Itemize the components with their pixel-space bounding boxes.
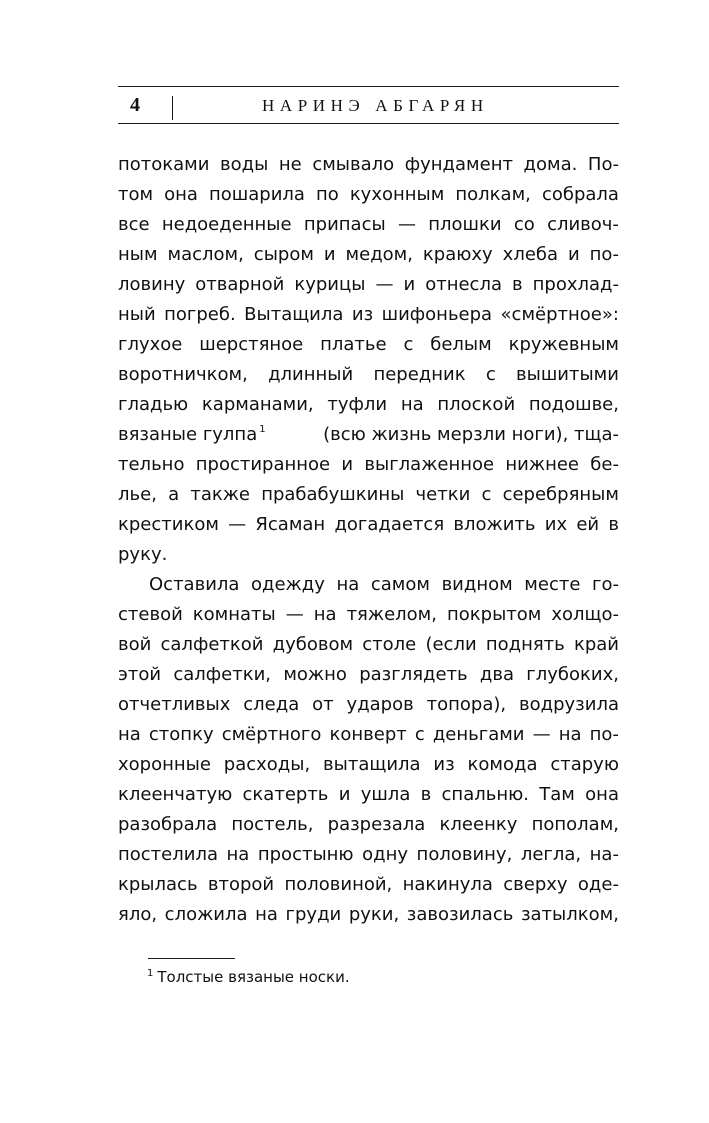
text-line [118, 330, 619, 360]
word: бе- [590, 454, 619, 475]
word: передник [373, 364, 466, 385]
word: в [512, 274, 523, 295]
text-line [118, 720, 619, 750]
text-line-paragraph-start [118, 570, 619, 600]
word: половиной, [284, 874, 393, 895]
word: легла, [520, 844, 582, 865]
word: два [479, 664, 515, 685]
word: четки [415, 484, 471, 505]
word: «смёртное»: [500, 304, 619, 325]
word: недоеденные [161, 214, 292, 235]
word: вложить [453, 514, 536, 535]
word: — [228, 514, 247, 535]
word: комнаты [192, 604, 276, 625]
word: туфли [327, 394, 388, 415]
word: припасы [303, 214, 386, 235]
word: второй [207, 874, 275, 895]
footnote-rule [148, 958, 235, 959]
word: том [118, 184, 154, 205]
word: тяжелом, [346, 604, 437, 625]
word: Там [539, 784, 575, 805]
word: дома. [523, 154, 578, 175]
word: по [315, 184, 339, 205]
word: груди [285, 904, 342, 925]
word: воротничком, [118, 364, 248, 385]
word: хоронные [118, 754, 211, 775]
word: следа [243, 694, 300, 715]
word: вытащила [323, 754, 421, 775]
text-line [118, 630, 619, 660]
word: ным [118, 244, 158, 265]
text-line [118, 150, 619, 180]
word: курицы [294, 274, 366, 295]
text-line [118, 900, 619, 930]
word: старую [550, 754, 619, 775]
word: — [375, 274, 394, 295]
word: она [164, 184, 198, 205]
word: стевой [118, 604, 183, 625]
word: их [544, 514, 568, 535]
word: руки, [348, 904, 400, 925]
word: и [568, 244, 580, 265]
text-line-with-footnote-ref [118, 420, 619, 450]
word: ный [118, 304, 156, 325]
word: ушла [360, 784, 411, 805]
word: постель, [231, 814, 314, 835]
word: маслом, [167, 244, 244, 265]
word: гладью [118, 394, 189, 415]
word: этой [118, 664, 162, 685]
word: сыром [253, 244, 314, 265]
word: салфеткой [160, 634, 264, 655]
text-line [118, 480, 619, 510]
header-top-rule [118, 86, 619, 87]
word: спальню. [441, 784, 529, 805]
text-line [118, 810, 619, 840]
word: топора), [426, 694, 507, 715]
text-line [118, 390, 619, 420]
word: и [338, 784, 351, 805]
word: смёртного [221, 724, 322, 745]
word: на [226, 844, 250, 865]
word: ударов [346, 694, 414, 715]
word: водрузила [519, 694, 619, 715]
text-line [118, 270, 619, 300]
word: — [285, 604, 304, 625]
text-fragment [118, 420, 266, 450]
text-line [118, 750, 619, 780]
word: белым [430, 334, 492, 355]
word: в [420, 784, 432, 805]
word: серебряным [502, 484, 619, 505]
word: и [403, 274, 416, 295]
word: вышитыми [516, 364, 619, 385]
word: постелила [118, 844, 218, 865]
word: глубоких, [526, 664, 619, 685]
word: на [255, 904, 278, 925]
word: прохлад- [532, 274, 619, 295]
word: деньгами [432, 724, 525, 745]
word: глухое [118, 334, 183, 355]
word: самом [370, 574, 430, 595]
word: столе [362, 634, 417, 655]
text-line [118, 660, 619, 690]
word: Вытащила [244, 304, 344, 325]
word: из [433, 754, 455, 775]
word: не [278, 154, 302, 175]
word: потоками [118, 154, 210, 175]
word: на [118, 724, 141, 745]
word: видном [441, 574, 513, 595]
word: догадается [334, 514, 445, 535]
text-line [118, 240, 619, 270]
word: погреб. [164, 304, 236, 325]
word: с [485, 364, 496, 385]
word: на [400, 394, 424, 415]
running-head-author: НАРИНЭ АБГАРЯН [262, 96, 489, 115]
text-line-last: руку. [118, 544, 168, 565]
word: расходы, [223, 754, 311, 775]
word: стопку [148, 724, 214, 745]
word: разрезала [327, 814, 426, 835]
word: все [118, 214, 150, 235]
word: ловину [118, 274, 186, 295]
word: с [403, 334, 414, 355]
word: по- [589, 244, 619, 265]
word: По- [587, 154, 619, 175]
text-line [118, 840, 619, 870]
text-line [118, 450, 619, 480]
word: на [558, 724, 582, 745]
word: кухонным [349, 184, 445, 205]
word: разглядеть [359, 664, 468, 685]
word: яло, [118, 904, 158, 925]
word: смывало [312, 154, 395, 175]
word: лье, [118, 484, 157, 505]
word: прабабушкины [261, 484, 405, 505]
word: холщо- [551, 604, 619, 625]
word: Ясаман [255, 514, 326, 535]
word: кружевным [508, 334, 619, 355]
text-line [118, 690, 619, 720]
word: половину, [416, 844, 513, 865]
footnote-reference[interactable]: 1 [259, 424, 266, 435]
footnote [147, 966, 350, 991]
word: со [513, 214, 535, 235]
text-fragment-tail: (всю жизнь мерзли ноги), тща- [323, 424, 619, 445]
word: одежду [251, 574, 325, 595]
word: салфетки, [173, 664, 272, 685]
word: можно [283, 664, 347, 685]
word: край [573, 634, 619, 655]
text-line [118, 360, 619, 390]
page-number: 4 [130, 94, 140, 116]
word: разобрала [118, 814, 218, 835]
word: нижнее [505, 454, 580, 475]
word: платье [320, 334, 387, 355]
text-line [118, 870, 619, 900]
word: собрала [541, 184, 619, 205]
word: она [585, 784, 619, 805]
word: крестиком [118, 514, 219, 535]
word: покрытом [446, 604, 542, 625]
word: отчетливых [118, 694, 231, 715]
word: простыню [257, 844, 354, 865]
word: карманами, [201, 394, 314, 415]
word: на- [589, 844, 619, 865]
word: по- [589, 724, 619, 745]
word: — [397, 214, 416, 235]
word: дубовом [272, 634, 354, 655]
word: простиранное [195, 454, 331, 475]
text-line [118, 180, 619, 210]
word: с [414, 724, 425, 745]
word: с [481, 484, 492, 505]
word: а [168, 484, 180, 505]
word: ей [576, 514, 600, 535]
word: шифоньера [381, 304, 493, 325]
word: поднять [485, 634, 565, 655]
word: хлеба [502, 244, 559, 265]
word: накинула [402, 874, 493, 895]
text-line [118, 600, 619, 630]
word: клеенку [439, 814, 518, 835]
word: подошве, [528, 394, 619, 415]
body-text [118, 150, 619, 930]
word: фундамент [404, 154, 513, 175]
word: длинный [268, 364, 354, 385]
word: месте [524, 574, 581, 595]
word: затылком, [520, 904, 619, 925]
word: выглаженное [364, 454, 495, 475]
word: сверху [503, 874, 568, 895]
word: тельно [118, 454, 185, 475]
word: плошки [428, 214, 502, 235]
word: пошарила [208, 184, 305, 205]
word: конверт [329, 724, 407, 745]
word: и [323, 244, 336, 265]
word: от [312, 694, 334, 715]
word: сложила [164, 904, 248, 925]
word: в [608, 514, 619, 535]
header-divider [172, 96, 173, 120]
text-line [118, 210, 619, 240]
word: из [351, 304, 374, 325]
word: на [336, 574, 360, 595]
word: го- [592, 574, 619, 595]
text-fragment-start: вязаные гулпа [118, 424, 258, 445]
word: полкам, [455, 184, 531, 205]
header-bottom-rule [118, 123, 619, 124]
word: одну [362, 844, 409, 865]
word: завозилась [406, 904, 514, 925]
word: (если [425, 634, 477, 655]
word: краюху [422, 244, 493, 265]
word: плоской [437, 394, 516, 415]
word: отварной [195, 274, 285, 295]
word: воды [220, 154, 269, 175]
word: также [190, 484, 251, 505]
word: скатерть [242, 784, 329, 805]
word: медом, [345, 244, 413, 265]
word: шерстяное [199, 334, 304, 355]
word: оде- [577, 874, 619, 895]
footnote-marker: 1 [147, 968, 154, 979]
word: Оставила [149, 574, 240, 595]
word: на [313, 604, 337, 625]
text-line [118, 780, 619, 810]
word: сливоч- [547, 214, 619, 235]
word: — [532, 724, 551, 745]
text-line [118, 300, 619, 330]
word: пополам, [531, 814, 619, 835]
word: отнесла [425, 274, 502, 295]
word: крылась [118, 874, 198, 895]
word: вой [118, 634, 152, 655]
word: и [341, 454, 354, 475]
word: комода [467, 754, 538, 775]
word: клеенчатую [118, 784, 233, 805]
footnote-text: Толстые вязаные носки. [157, 968, 350, 986]
text-line [118, 510, 619, 540]
